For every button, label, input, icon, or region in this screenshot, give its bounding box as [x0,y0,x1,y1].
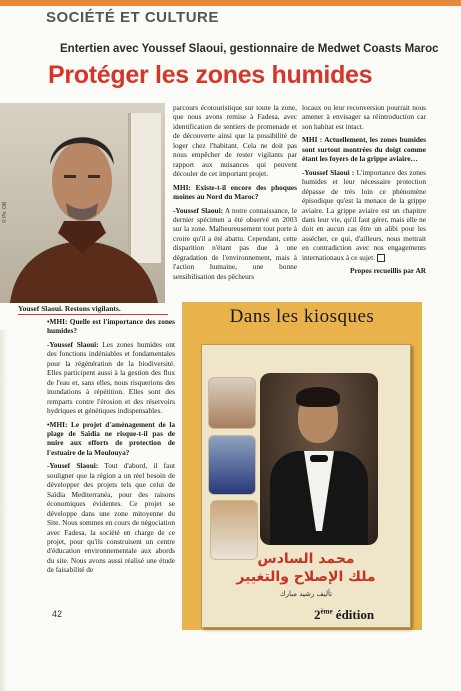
kiosk-box [182,302,422,630]
answer-speaker: -Youssef Slaoui: [173,205,224,215]
answer-text: L'importance des zones humides et leur nécessaire protection dépasse de très loin ce phénomène épisodique qu'est la menace de la grippe aviaire. La grippe aviaire est un chapitre dans leur vie, qu'il faut gérer, mais elle ne doit en aucun cas être un alibi pour les assécher, ce qui, d'ailleurs, nous mettrait en contradiction avec nos engagements internationaux à ce sujet. [302,167,426,262]
edition-word: édition [332,607,375,622]
cover-thumbnail-photo [208,435,256,495]
book-author: تأليف رشيد مبارك [279,590,333,598]
paragraph: locaux ou leur reconversion pourrait nous amener à envisager sa réintroduction car son habitat est intact. [302,103,426,131]
answer-text: Tout d'abord, il faut souligner que la région a un réel besoin de développer des projets tels que celui de Saïdia Mediterranéa, pour des raisons économiques évidentes. Ce projet se développe dans une zone mitoyenne du Site. Nous sommes en cours de négociation avec Fadesa, la société en charge de ce projet, pour qu'ils construisent un centre d'éducation environnementale aux abords du site. Nous avons aussi réalisé une étude de faisabilité de [47,461,175,575]
cover-thumbnail-photo [208,377,256,429]
paragraph: parcours écotouristique sur toute la zone, que nous avons remise à Fadesa, avec identification de sentiers de promenade et de découverte ainsi que la possibilité de loger chez l'habitant. Cela ne doit pas nous empêcher de rester vigilants par rapport aux nuisances qui peuvent découler de cet important projet. [173,103,297,179]
article-headline: Protéger les zones humides [48,61,373,89]
interview-question: MHI: Existe-t-il encore des phoques moines au Nord du Maroc? [173,182,297,202]
interview-answer [302,168,426,263]
article-column-2 [302,103,426,280]
book-title-line-1: محمد السادس [257,551,355,567]
cover-main-portrait [260,373,378,545]
article-subtitle: Entertien avec Youssef Slaoui, gestionnaire de Medwet Coasts Maroc [60,43,439,55]
edition-superscript: ème [320,607,333,616]
end-of-article-icon [377,254,385,262]
answer-speaker: -Youssef Slaoui: [47,339,99,349]
book-title-line-2: ملك الإصلاح والتغيير [236,569,376,585]
book-cover [201,344,411,628]
interview-question: MHI : Actuellement, les zones humides sont surtout montrées du doigt comme étant les foyers de la grippe aviaire… [302,135,426,164]
portrait-hair [296,387,340,407]
answer-speaker: -Youssef Slaoui : [302,167,355,177]
interview-question: •MHI: Le projet d'aménagement de la plage de Saïdia ne risque-t-il pas de nuire aux efforts de protection de l'estuaire de la Moulouya? [47,419,175,457]
interview-answer [173,206,297,282]
answer-speaker: -Yousef Slaoui: [47,461,99,471]
page-gutter [0,330,8,691]
interview-answer [47,340,175,416]
portrait-illustration [0,103,165,303]
article-signature: Propos recueillis par AR [349,266,426,276]
book-edition [314,607,374,623]
kiosk-title: Dans les kiosques [229,306,375,327]
answer-text: Les zones humides ont des fonctions indéniables et fondamentales pour la régénération de la biodiversité. Elles participent aussi à la gestion des flux de l'eau et, sans elles, nous risquerions des inondations à répétition. Elles sont des remparts contre l'érosion et des réservoirs hydriques et génétiques indispensables. [47,339,176,416]
article-column-3 [47,317,175,579]
section-title: SOCIÉTÉ ET CULTURE [46,9,219,26]
photo-caption: Yousef Slaoui. Restons vigilants. [18,304,121,313]
interview-answer [47,461,175,574]
page-number: 42 [52,609,63,619]
caption-divider [18,314,168,315]
portrait-bowtie [310,455,328,462]
interviewee-photo [0,103,165,303]
edition-number: 2 [314,607,321,622]
top-accent-bar [0,0,461,6]
interview-question: •MHI: Quelle est l'importance des zones humides? [47,317,175,336]
photo-credit: © Ph. OB [2,201,8,223]
book-title [202,550,410,586]
answer-text: A notre connaissance, le dernier spécimen a été observé en 2003 sur la zone. Malheureusement tout porte à croire qu'il a été abattu. Cependant, cette disparition n'étant pas due à une dégradation de l'environnement, mais à l'action humaine, une bonne sensibilisation des pêcheurs [173,205,298,281]
article-column-1 [173,103,297,285]
